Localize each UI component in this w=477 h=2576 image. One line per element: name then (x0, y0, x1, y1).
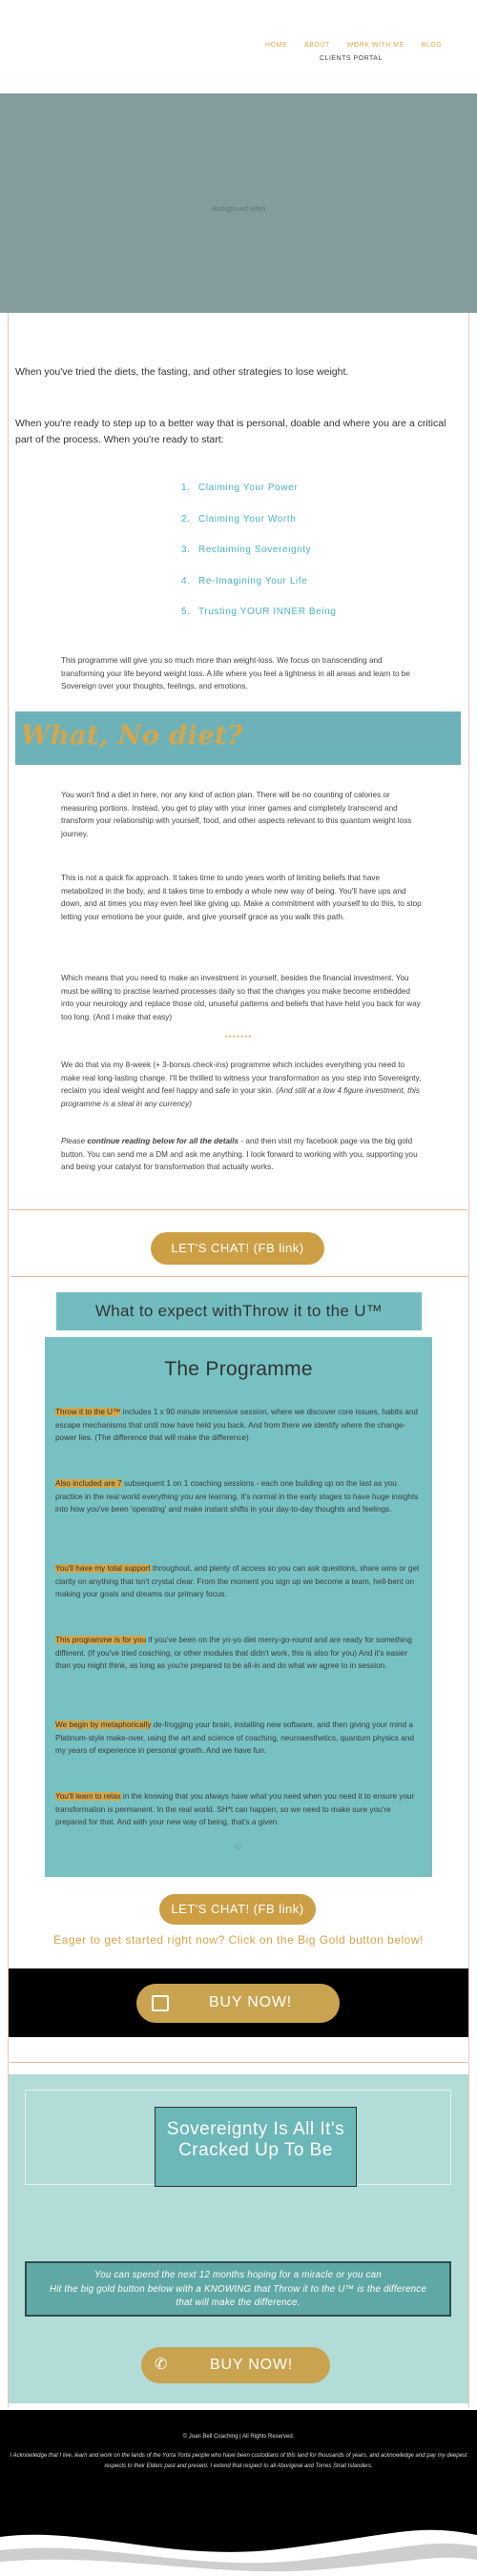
cart-icon (152, 1995, 169, 2011)
step-label: Trusting YOUR INNER Being (198, 607, 337, 617)
sovereignty-heading: Sovereignty Is All It's Cracked Up To Be (166, 2119, 345, 2160)
acknowledgement: I Acknowledge that I live, learn and work on the lands of the Yorta Yorta people who have been custodians of this land for thousands of years, and acknowledge and pay my deepest respects to their Elders past and present. I extend that respect to all Aboriginal and Torres Strait Islanders. (10, 2453, 467, 2469)
programme-item-text: throughout, and plenty of access so you can ask questions, share wins or get clarity on anything that isn't crystal clear. From the moment you sign up we become a team, hell-bent on making your goals and dreams our primary focus. (55, 1564, 420, 1598)
programme-summary: This programme will give you so much more than weight-loss. We focus on transcending and transforming your life beyond weight loss. A life where you feel a lightness in all areas and learn to be Sovereign over your thoughts, feelings, and emotions. (61, 656, 410, 690)
please-text: Please (61, 1137, 86, 1145)
sovereignty-message (25, 2261, 451, 2317)
continue-reading-paragraph (61, 1135, 422, 1174)
continue-reading-text: - and then visit my facebook page via the big gold button. You can send me a DM and ask me anything. I look forward to working with you, supporting you and being your catalyst for transformation that actually works. (61, 1137, 418, 1171)
sovereignty-line-1: You can spend the next 12 months hoping for a miracle or you can (94, 2270, 382, 2280)
divider (10, 1276, 467, 1277)
step-label: Reclaiming Sovereignty (198, 545, 312, 555)
sovereignty-line-3: that will make the difference. (176, 2298, 301, 2308)
programme-item-highlight: Also included are 7 (55, 1479, 122, 1488)
programme-item (55, 1477, 422, 1516)
programme-item-text: de-frogging your brain, installing new software, and then giving your mind a Platinum-style make-over, using the art and science of coaching, neuroaesthetics, quantum physics and my years of experience in personal growth. And we have fun. (55, 1721, 414, 1755)
programme-item-text: if you've been on the yo-yo diet merry-go-round and are ready for something different. (If you've tried coaching, or other modules that didn't work, this is also for you) And it's easier than you might think, as long as you're prepared to be all-in and do what we agree to in session. (55, 1636, 412, 1670)
lets-chat-button[interactable]: LET'S CHAT! (FB link) (151, 1232, 324, 1265)
programme-title: The Programme (164, 1358, 313, 1380)
star-divider: ******* (224, 1034, 253, 1042)
buy-now-label: BUY NOW! (209, 1994, 293, 2010)
nav-home[interactable]: HOME (265, 42, 287, 49)
sovereignty-heading-box (155, 2107, 357, 2187)
main-nav (265, 42, 459, 49)
hero-caption: Background video (211, 206, 266, 213)
not-quick-fix-paragraph: This is not a quick fix approach. It takes time to undo years worth of limiting beliefs that have metabolized in the body, and it takes time to embody a whole new way of being. You'll have ups and down, and at times you may even feel like giving up. Make a commitment with yourself to do this, to stop letting your emotions be your guide, and give yourself grace as you walk this path. (61, 874, 422, 921)
no-diet-paragraph: You won't find a diet in here, nor any kind of action plan. There will be no counting of calories or measuring portions. Instead, you get to play with your inner games and completely transcend and transform your relationship with yourself, food, and other aspects relevant to this quantum weight loss journey. (61, 791, 412, 838)
step-label: Claiming Your Power (198, 483, 299, 493)
step-item (181, 576, 337, 608)
programme-item (55, 1634, 422, 1673)
divider (10, 2062, 467, 2063)
programme-item (55, 1719, 422, 1758)
footer-wave (0, 2516, 477, 2576)
continue-reading-emphasis: continue reading below for all the details (87, 1137, 239, 1145)
programme-text: We do that via my 8-week (+ 3-bonus check-ins) programme which includes everything you need to make real long-lasting change. I'll be thrilled to witness your transformation as you step into Sovereignty, reclaim you ideal weight and feel happy and safe in your skin. (61, 1061, 422, 1095)
step-number: 5. (181, 607, 191, 617)
programme-paragraph (61, 1059, 422, 1110)
sovereignty-line-2: Hit the big gold button below with a KNOWING that Throw it to the U™ is the difference (49, 2283, 427, 2295)
copyright: © Joan Bell Coaching | All Rights Reserved. (182, 2434, 295, 2440)
programme-panel (45, 1337, 432, 1877)
programme-price-note: (And still at a low 4 figure investment, this programme is a steal in any currency) (61, 1086, 420, 1108)
heart-icon: ♡ (234, 1843, 243, 1852)
nav-work-with-me[interactable]: WORK WITH ME (346, 42, 404, 49)
no-diet-banner (15, 711, 461, 765)
step-label: Re-Imagining Your Life (198, 575, 308, 587)
what-to-expect-heading: What to expect withThrow it to the U™ (56, 1292, 422, 1330)
programme-item (55, 1562, 422, 1601)
programme-item-highlight: This programme is for you (55, 1636, 147, 1644)
lets-chat-button-2[interactable]: LET'S CHAT! (FB link) (159, 1894, 316, 1925)
hero-video (0, 93, 477, 313)
intro-line-2: When you're ready to step up to a better way that is personal, doable and where you are a critical part of the process. When you're ready to start: (15, 418, 446, 445)
programme-item-text: includes 1 x 90 minute immersive session, where we discover core issues, habits and escape mechanisms that until now have held you back. And from there we identify where the change-power lies. (The difference that will make the difference) (55, 1408, 418, 1442)
investment-paragraph: Which means that you need to make an investment in yourself, besides the financial investment. You must be willing to practise learned processes daily so that the changes you make become embedded into your neurology and replace those old, unuseful patterns and beliefs that have held you back for way too long. (And I make that easy) (61, 974, 421, 1021)
programme-item-highlight: We begin by metaphorically (55, 1721, 152, 1729)
step-item (181, 545, 337, 576)
step-number: 3. (181, 545, 191, 555)
intro-line-1: When you've tried the diets, the fasting, and other strategies to lose weight. (15, 366, 349, 378)
nav-blog[interactable]: BLOG (421, 42, 443, 49)
steps-list (181, 483, 337, 638)
programme-item (55, 1790, 422, 1829)
no-diet-heading: What, No diet? (21, 721, 243, 751)
programme-item-text: subsequent 1 on 1 coaching sessions - each one building up on the last as you practice in the real world everything you are learning. It's normal in the early stages to have huge insights into how you've been 'operating' and make instant shifts in your day-to-day thoughts and feelings. (55, 1479, 419, 1514)
programme-item-highlight: You'll have my total support (55, 1564, 151, 1573)
divider (10, 1209, 467, 1210)
step-number: 4. (181, 575, 191, 587)
buy-now-button[interactable] (136, 1984, 340, 2023)
phone-icon: ✆ (155, 2357, 169, 2373)
step-item (181, 514, 337, 546)
step-item (181, 607, 337, 638)
nav-clients-portal[interactable]: CLIENTS PORTAL (320, 55, 383, 62)
step-item (181, 483, 337, 514)
eager-prompt: Eager to get started right now? Click on the Big Gold button below! (53, 1933, 424, 1947)
step-number: 1. (181, 483, 191, 493)
programme-item (55, 1406, 422, 1445)
buy-now-button-2[interactable] (141, 2347, 330, 2383)
programme-item-highlight: Throw it to the U™ (55, 1408, 121, 1416)
step-number: 2. (181, 513, 191, 525)
step-label: Claiming Your Worth (198, 513, 297, 525)
buy-now-label-2: BUY NOW! (210, 2357, 294, 2373)
sovereignty-frame (25, 2090, 451, 2185)
programme-item-text: in the knowing that you always have what you need when you need it to ensure your transformation is permanent. In the real world. SH*t can happen, so we need to make sure you're prepared for that. And with your new way of being, that's a given. (55, 1792, 415, 1826)
programme-item-highlight: You'll learn to relax (55, 1792, 121, 1801)
nav-about[interactable]: ABOUT (304, 42, 330, 49)
